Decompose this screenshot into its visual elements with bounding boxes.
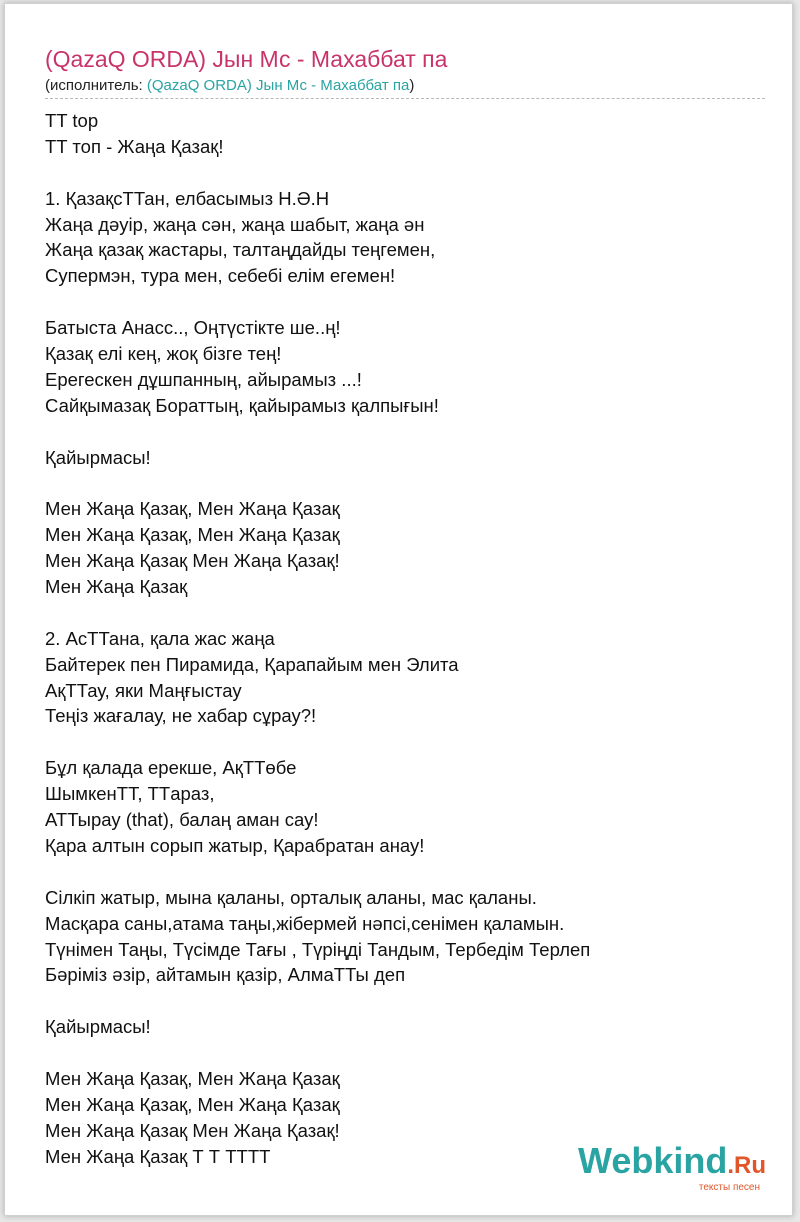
divider [45, 98, 765, 99]
lyrics-line: TT топ - Жаңа Қазақ! [45, 135, 224, 157]
lyrics-blank-line [45, 470, 765, 496]
lyrics-line: Бұл қалада ерекше, АқТТөбе [45, 757, 297, 779]
lyrics-line: Жаңа дәуір, жаңа сән, жаңа шабыт, жаңа ән [45, 213, 425, 235]
lyrics-line: Түнімен Таңы, Түсімде Тағы , Түріңді Тандым, Тербедім Терлеп [45, 938, 591, 960]
lyrics-line: TT top [45, 110, 99, 131]
lyrics-line: Мен Жаңа Қазақ, Мен Жаңа Қазақ [45, 1093, 340, 1115]
lyrics-blank-line [45, 289, 765, 315]
logo-tld: .Ru [727, 1152, 766, 1179]
lyrics-blank-line [45, 729, 765, 755]
lyrics-line: АқТТау, яки Маңғыстау [45, 679, 242, 701]
lyrics-line: 2. АсТТана, қала жас жаңа [45, 627, 275, 649]
lyrics-line: АТТырау (that), балаң аман сау! [45, 809, 319, 831]
lyrics-line: Батыста Анасс.., Оңтүстікте ше..ң! [45, 317, 341, 339]
lyrics-line: Мен Жаңа Қазақ, Мен Жаңа Қазақ [45, 498, 340, 520]
logo-tagline: тексты песен [698, 1182, 760, 1193]
artist-suffix: ) [409, 77, 415, 94]
lyrics-blank-line [45, 859, 765, 885]
lyrics-blank-line [45, 600, 765, 626]
lyrics-line: Теңіз жағалау, не хабар сұрау?! [45, 705, 317, 727]
lyrics-line: Мен Жаңа Қазақ, Мен Жаңа Қазақ [45, 524, 340, 546]
lyrics-blank-line [45, 1040, 765, 1066]
lyrics-line: 1. ҚазақсТТан, елбасымыз Н.Ә.Н [45, 187, 330, 209]
lyrics-line: Мен Жаңа Қазақ Т Т ТТТТ [45, 1145, 271, 1167]
lyrics-line: Жаңа қазақ жастары, талтаңдайды теңгемен, [45, 239, 436, 261]
artist-line [45, 77, 414, 94]
artist-prefix: (исполнитель: [45, 77, 147, 94]
lyrics-line: Қазақ елі кең, жоқ бізге тең! [45, 343, 282, 365]
lyrics-line: Қайырмасы! [45, 1016, 151, 1038]
lyrics-line: Супермэн, тура мен, себебі елім егемен! [45, 265, 396, 287]
site-logo[interactable] [577, 1140, 766, 1193]
logo-wordmark [577, 1140, 766, 1184]
artist-link[interactable]: (QazaQ ORDA) Jын Мс - Махаббат па [146, 77, 410, 94]
lyrics-line: Бәріміз әзір, айтамын қазір, АлмаТТы деп [45, 964, 406, 986]
lyrics-line: Байтерек пен Пирамида, Қарапайым мен Элита [45, 653, 459, 675]
lyrics-body [45, 108, 765, 1170]
lyrics-blank-line [45, 419, 765, 445]
lyrics-blank-line [45, 988, 765, 1014]
lyrics-line: Сілкіп жатыр, мына қаланы, орталық аланы, мас қаланы. [45, 886, 537, 908]
lyrics-line: Мен Жаңа Қазақ Мен Жаңа Қазақ! [45, 1119, 340, 1141]
lyrics-line: Қара алтын сорып жатыр, Қарабратан анау! [45, 834, 425, 856]
lyrics-line: Қайырмасы! [45, 446, 151, 468]
lyrics-blank-line [45, 160, 765, 186]
logo-name: Webkind [577, 1140, 728, 1181]
lyrics-line: Мен Жаңа Қазақ, Мен Жаңа Қазақ [45, 1067, 340, 1089]
lyrics-line: Сайқымазақ Бораттың, қайырамыз қалпығын! [45, 394, 439, 416]
lyrics-line: ШымкенТТ, TTараз, [45, 783, 215, 805]
lyrics-line: Ерегескен дұшпанның, айырамыз ...! [45, 368, 362, 390]
lyrics-line: Мен Жаңа Қазақ Мен Жаңа Қазақ! [45, 550, 340, 572]
lyrics-line: Масқара саны,атама таңы,жібермей нәпсі,сенімен қаламын. [45, 912, 565, 934]
lyrics-line: Мен Жаңа Қазақ [45, 576, 188, 598]
lyrics-card [4, 3, 793, 1216]
page-title: (QazaQ ORDA) Jын Мс - Махаббат па [45, 46, 448, 72]
